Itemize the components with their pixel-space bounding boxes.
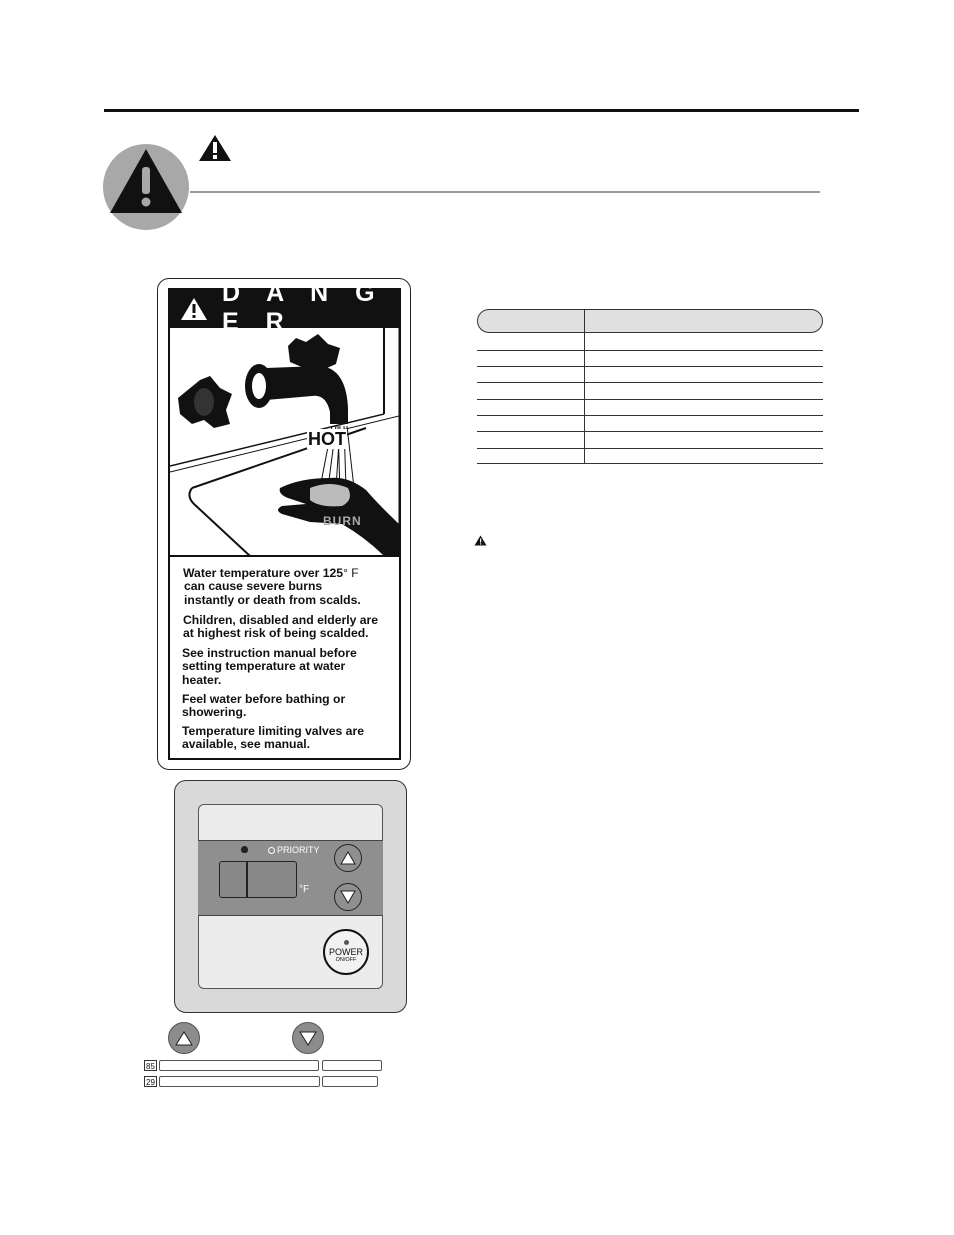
priority-label: PRIORITY <box>277 845 320 855</box>
temperature-display <box>219 861 297 898</box>
up-arrow-symbol <box>168 1022 200 1054</box>
table-row <box>477 415 823 416</box>
table-header <box>477 309 823 333</box>
priority-indicator-icon <box>268 847 275 854</box>
table-row <box>477 350 823 351</box>
temp-down-button[interactable] <box>334 883 362 911</box>
warning-line-5a: Temperature limiting valves are <box>182 724 364 738</box>
table-row <box>477 448 823 449</box>
top-rule <box>104 109 859 112</box>
power-button[interactable] <box>323 929 369 975</box>
up-arrow-icon <box>340 851 356 865</box>
section-rule <box>190 191 820 193</box>
power-indicator-icon <box>344 940 349 945</box>
warning-line-1c: instantly or death from scalds. <box>184 593 361 607</box>
warning-line-5b: available, see manual. <box>182 737 311 751</box>
warning-line-1b: can cause severe burns <box>184 579 323 593</box>
temp-up-button[interactable] <box>334 844 362 872</box>
hot-text: HOT <box>308 429 346 449</box>
max-range-value: 85 <box>144 1060 157 1071</box>
min-range-field <box>159 1076 320 1087</box>
hot-water-faucet-illustration <box>170 328 399 556</box>
power-sub-label: ON/OFF <box>335 957 357 963</box>
max-range-unit-field <box>322 1060 382 1071</box>
max-range-field <box>159 1060 319 1071</box>
burn-text: BURN <box>323 514 362 528</box>
table-row <box>477 382 823 383</box>
table-header-divider <box>584 309 585 333</box>
table-row <box>477 463 823 464</box>
warning-line-3c: heater. <box>182 673 222 687</box>
degree-unit: ° F <box>343 566 359 580</box>
warning-line-2b: at highest risk of being scalded. <box>183 626 369 640</box>
warning-line-4b: showering. <box>182 705 247 719</box>
table-row <box>477 399 823 400</box>
warning-line-3b: setting temperature at water <box>182 659 346 673</box>
warning-line-2a: Children, disabled and elderly are <box>183 613 379 627</box>
power-label: POWER <box>328 947 363 957</box>
warning-triangle-icon <box>198 134 232 162</box>
danger-heading: D A N G E R <box>222 279 385 336</box>
down-arrow-symbol <box>292 1022 324 1054</box>
danger-warning-icon <box>180 297 208 321</box>
table-row <box>477 431 823 432</box>
min-range-unit-field <box>322 1076 378 1087</box>
down-arrow-icon <box>340 890 356 904</box>
display-divider <box>246 862 248 897</box>
warning-circle-icon <box>102 143 190 231</box>
unit-label: °F <box>299 884 310 895</box>
label-divider <box>170 555 399 557</box>
burner-indicator-icon <box>241 846 248 853</box>
up-arrow-icon <box>175 1031 193 1046</box>
down-arrow-icon <box>299 1031 317 1046</box>
warning-line-1a: Water temperature over 125° F <box>183 566 359 580</box>
table-row <box>477 366 823 367</box>
note-warning-icon <box>474 535 487 546</box>
min-range-value: 29 <box>144 1076 157 1087</box>
warning-line-4a: Feel water before bathing or <box>182 692 346 706</box>
warning-line-3a: See instruction manual before <box>182 646 357 660</box>
